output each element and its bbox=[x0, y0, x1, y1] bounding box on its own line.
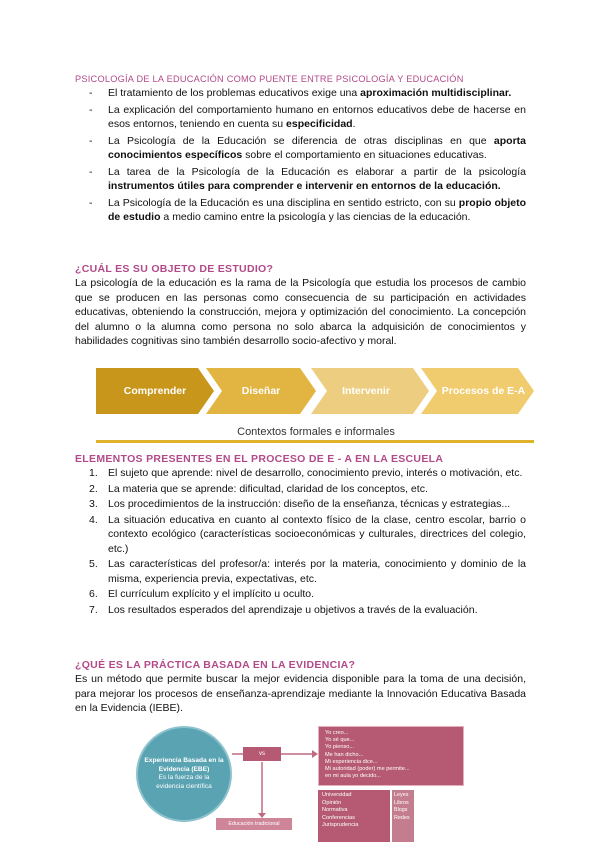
evidence-paragraph: Es un método que permite buscar la mejor evidencia disponible para la toma de una decisión, para mejorar los procesos de enseñanza-aprendizaje mediante la Innovación Educativa Basada en la Evidencia (IEBE). bbox=[75, 673, 526, 714]
section-title-object-of-study: ¿CUÁL ES SU OBJETO DE ESTUDIO? bbox=[75, 263, 274, 275]
media-box bbox=[392, 790, 414, 842]
element-text: La situación educativa en cuanto al contexto físico de la clase, centro escolar, barrio o contexto ecológico (características socioeconómicas y culturales, directrices del colegio, etc.) bbox=[108, 513, 526, 555]
belief-line: Yo creo... bbox=[325, 730, 349, 736]
source-line: Opinión bbox=[322, 799, 342, 806]
elements-list bbox=[89, 466, 526, 618]
bullet-text: La explicación del comportamiento humano en entornos educativos debe de hacerse en esos entornos, teniendo en cuenta su bbox=[108, 103, 526, 130]
element-text: La materia que se aprende: dificultad, claridad de los conceptos, etc. bbox=[108, 482, 428, 495]
bullet-item bbox=[89, 134, 526, 163]
section-title-psychology-education: PSICOLOGÍA DE LA EDUCACIÓN COMO PUENTE ENTRE PSICOLOGÍA Y EDUCACIÓN bbox=[75, 74, 464, 84]
bullet-text-end: a medio camino entre la psicología y las ciencias de la educación. bbox=[160, 211, 471, 223]
ebe-circle bbox=[136, 726, 232, 822]
bullet-text-end: . bbox=[352, 118, 356, 130]
bullet-bold-text: propio objeto de estudio bbox=[108, 196, 526, 223]
bullet-bold-text: instrumentos útiles para comprender e intervenir en entornos de la educación. bbox=[108, 180, 501, 192]
bullet-bold-text: aproximación multidisciplinar. bbox=[360, 87, 512, 99]
element-number: 7. bbox=[89, 603, 98, 616]
source-line: Normativa bbox=[322, 807, 348, 814]
element-number: 2. bbox=[89, 482, 98, 495]
step-disenar: Diseñar bbox=[241, 385, 281, 397]
step-intervenir: Intervenir bbox=[342, 385, 390, 397]
belief-line: Yo pienso... bbox=[325, 744, 355, 751]
section-title-elements: ELEMENTOS PRESENTES EN EL PROCESO DE E - A EN LA ESCUELA bbox=[75, 453, 444, 465]
bullet-text: La Psicología de la Educación se diferencia de otras disciplinas en que bbox=[108, 134, 494, 147]
section-title-evidence: ¿QUÉ ES LA PRÁCTICA BASADA EN LA EVIDENCIA? bbox=[75, 659, 356, 671]
element-text: El sujeto que aprende: nivel de desarrollo, conocimiento previo, interés o motivación, etc. bbox=[108, 467, 523, 479]
context-line bbox=[96, 440, 534, 443]
step-comprender: Comprender bbox=[123, 385, 187, 397]
element-number: 5. bbox=[89, 558, 98, 570]
element-item bbox=[89, 482, 526, 497]
bullet-text: La Psicología de la Educación es una disciplina en sentido estricto, con su bbox=[108, 196, 459, 209]
element-item bbox=[89, 513, 526, 557]
element-item bbox=[89, 466, 526, 481]
belief-line: Mi experiencia dice... bbox=[325, 758, 378, 765]
evidence-diagram bbox=[120, 718, 520, 843]
belief-line: Mi autoridad (poder) me permite... bbox=[325, 766, 410, 773]
element-item bbox=[89, 587, 526, 602]
bullet-text: La tarea de la Psicología de la Educación es elaborar a partir de la psicología bbox=[108, 165, 526, 178]
bullet-item bbox=[89, 86, 526, 101]
bullet-text-end: sobre el comportamiento en situaciones educativas. bbox=[242, 149, 487, 161]
source-line: Jurisprudencia bbox=[322, 822, 359, 829]
element-item bbox=[89, 557, 526, 586]
bullet-text: El tratamiento de los problemas educativos exige una bbox=[108, 87, 361, 99]
sources-box bbox=[318, 790, 390, 842]
media-line: Libros bbox=[394, 799, 409, 806]
process-diagram bbox=[96, 368, 536, 448]
element-item bbox=[89, 603, 526, 618]
bullet-bold-text: especificidad bbox=[286, 118, 353, 130]
media-line: Leyes bbox=[394, 792, 409, 798]
element-number: 3. bbox=[89, 498, 98, 510]
element-number: 6. bbox=[89, 588, 98, 600]
context-label: Contextos formales e informales bbox=[237, 426, 395, 438]
ebe-subtitle: Es la fuerza de la evidencia científica bbox=[156, 774, 212, 790]
bullet-item bbox=[89, 103, 526, 132]
element-item bbox=[89, 497, 526, 512]
media-line: Blogs bbox=[394, 807, 408, 814]
belief-line: en mi aula yo decido... bbox=[325, 773, 381, 780]
element-text: El currículum explícito y el implícito u oculto. bbox=[108, 588, 314, 600]
element-number: 4. bbox=[89, 513, 98, 526]
vs-box: vs bbox=[243, 747, 281, 761]
media-line: Redes bbox=[394, 814, 410, 821]
bullet-item bbox=[89, 196, 526, 225]
element-text: Los procedimientos de la instrucción: diseño de la enseñanza, técnicas y estrategias... bbox=[108, 498, 511, 510]
belief-line: Me han dicho... bbox=[325, 751, 364, 758]
bullet-item bbox=[89, 165, 526, 194]
ebe-title: Experiencia Basada en la Evidencia (EBE) bbox=[144, 757, 224, 773]
element-text: Las características del profesor/a: interés por la materia, conocimiento y dominio de la misma, experiencia previa, expectativas, etc. bbox=[108, 558, 526, 585]
source-line: Conferencias bbox=[322, 814, 355, 821]
traditional-education-box: Educación tradicional bbox=[216, 818, 292, 830]
beliefs-box bbox=[318, 726, 464, 786]
element-number: 1. bbox=[89, 467, 98, 479]
belief-line: Yo sé que... bbox=[325, 737, 355, 744]
source-line: Universidad bbox=[322, 792, 352, 798]
bullet-list bbox=[89, 86, 526, 227]
object-of-study-paragraph: La psicología de la educación es la rama de la Psicología que estudia los procesos de cambio que se producen en las personas como consecuencia de su participación en actividades educativas, obteniendo la construcción, mejora y optimización del conocimiento. La concepción del alumno o la alumna como persona no solo abarca la adquisición de conocimientos y habilidades cognitivas sino también desarrollo socio-afectivo y moral. bbox=[75, 277, 526, 347]
bullet-bold-text: aporta conocimientos específicos bbox=[108, 134, 526, 161]
element-text: Los resultados esperados del aprendizaje u objetivos a través de la evaluación. bbox=[108, 603, 478, 616]
step-procesos: Procesos de E-A bbox=[441, 385, 526, 397]
